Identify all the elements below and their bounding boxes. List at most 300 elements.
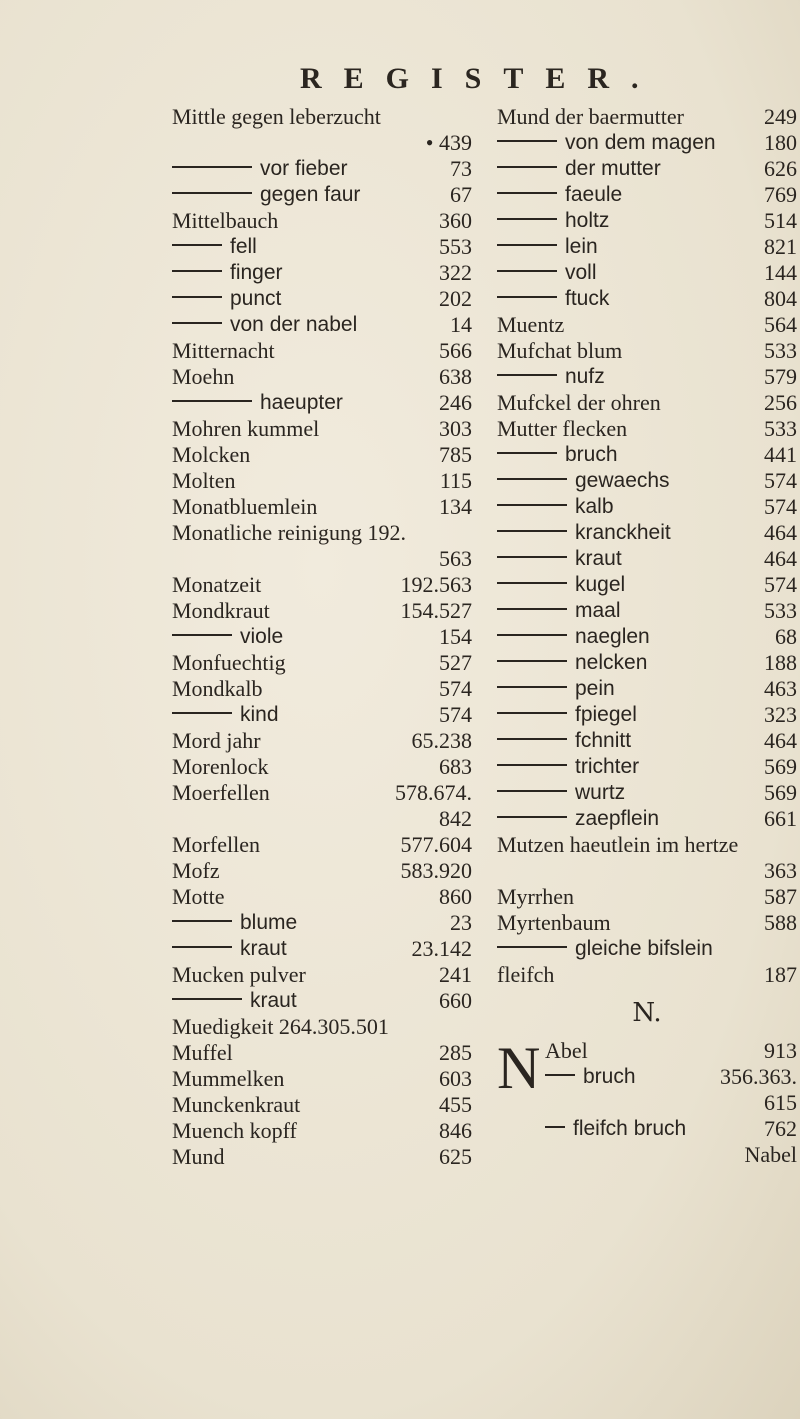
entry-text: viole	[240, 625, 284, 648]
entry-text: Mummelken	[172, 1066, 285, 1091]
ditto-dash	[497, 452, 557, 454]
ditto-dash	[172, 634, 232, 636]
entry-text: kraut	[240, 937, 287, 960]
index-entry	[172, 390, 472, 416]
entry-page-number: 626	[764, 156, 797, 181]
entry-text: Myrtenbaum	[497, 910, 611, 935]
entry-text: Muedigkeit 264.305.501	[172, 1014, 389, 1039]
entry-page-number: Nabel	[744, 1142, 797, 1167]
entry-page-number: 615	[764, 1090, 797, 1115]
index-entry	[497, 936, 797, 962]
index-entry	[497, 130, 797, 156]
entry-page-number: 463	[764, 676, 797, 701]
entry-text: fleifch bruch	[573, 1117, 687, 1140]
entry-page-number: 115	[439, 468, 472, 493]
ditto-dash	[545, 1074, 575, 1076]
entry-term	[497, 884, 574, 910]
index-entry	[545, 1064, 797, 1090]
entry-page-number: 785	[439, 442, 472, 467]
entry-term	[172, 676, 262, 702]
index-entry	[172, 754, 472, 780]
entry-text: haeupter	[260, 391, 343, 414]
entry-text: gewaechs	[575, 469, 670, 492]
entry-term	[545, 1064, 636, 1090]
entry-text: ftuck	[565, 287, 610, 310]
ditto-dash	[497, 582, 567, 584]
index-entry	[497, 234, 797, 260]
entry-term	[172, 572, 261, 598]
entry-text: kalb	[575, 495, 614, 518]
entry-page-number: 762	[764, 1116, 797, 1141]
ditto-dash	[497, 192, 557, 194]
index-entry	[497, 962, 797, 988]
index-entry	[497, 702, 797, 728]
entry-term	[497, 104, 684, 130]
entry-page-number: 533	[764, 338, 797, 363]
ditto-dash	[497, 556, 567, 558]
left-column	[172, 104, 472, 1170]
entry-term	[172, 780, 270, 806]
index-entry	[497, 728, 797, 754]
index-entry	[497, 858, 797, 884]
index-entry	[172, 624, 472, 650]
entry-term	[172, 442, 250, 468]
index-entry	[497, 416, 797, 442]
entry-text: lein	[565, 235, 598, 258]
entry-term	[497, 520, 671, 546]
ditto-dash	[545, 1126, 565, 1128]
entry-term	[172, 832, 260, 858]
entry-text: Mofz	[172, 858, 220, 883]
entry-text: Myrrhen	[497, 884, 574, 909]
ditto-dash	[497, 946, 567, 948]
entry-text: Monatzeit	[172, 572, 262, 597]
index-entry	[172, 598, 472, 624]
ditto-dash	[497, 608, 567, 610]
entry-term	[497, 208, 609, 234]
entry-page-number: 322	[439, 260, 472, 285]
entry-page-number: 842	[439, 806, 472, 831]
entry-term	[172, 650, 286, 676]
ditto-dash	[497, 166, 557, 168]
entry-text: der mutter	[565, 157, 661, 180]
entry-text: Mucken pulver	[172, 962, 306, 987]
entry-term	[172, 364, 234, 390]
index-entry	[172, 494, 472, 520]
index-entry	[172, 962, 472, 988]
entry-page-number: 661	[764, 806, 797, 831]
index-entry	[545, 1090, 797, 1116]
index-entry	[172, 884, 472, 910]
entry-page-number: 638	[439, 364, 472, 389]
entry-page-number: 533	[764, 598, 797, 623]
index-entry	[172, 546, 472, 572]
entry-page-number: 65.238	[411, 728, 472, 753]
entry-text: Moehn	[172, 364, 235, 389]
entry-term	[172, 1066, 284, 1092]
entry-text: Mufchat blum	[497, 338, 623, 363]
entry-term	[172, 962, 306, 988]
entry-text: bruch	[583, 1065, 636, 1088]
entry-page-number: 363	[764, 858, 797, 883]
entry-term	[172, 988, 297, 1014]
entry-text: gegen faur	[260, 183, 361, 206]
ditto-dash	[497, 218, 557, 220]
entry-page-number: 846	[439, 1118, 472, 1143]
entry-term	[172, 702, 279, 728]
entry-text: gleiche bifslein	[575, 937, 713, 960]
entry-term	[172, 520, 406, 546]
ditto-dash	[172, 322, 222, 324]
entry-page-number: 603	[439, 1066, 472, 1091]
entry-text: Mondkraut	[172, 598, 270, 623]
entry-page-number: 464	[764, 546, 797, 571]
entry-page-number: 569	[764, 780, 797, 805]
entry-text: trichter	[575, 755, 640, 778]
ditto-dash	[497, 816, 567, 818]
ditto-dash	[497, 244, 557, 246]
entry-term	[172, 1118, 297, 1144]
entry-text: Mutzen haeutlein im hertze	[497, 832, 739, 857]
entry-page-number: 574	[439, 676, 472, 701]
entry-text: kind	[240, 703, 279, 726]
entry-term	[172, 1092, 300, 1118]
entry-text: vor fieber	[260, 157, 348, 180]
ditto-dash	[172, 998, 242, 1000]
entry-term	[497, 806, 659, 832]
ditto-dash	[172, 192, 252, 194]
entry-text: Mittelbauch	[172, 208, 279, 233]
ditto-dash	[497, 790, 567, 792]
index-entry	[172, 442, 472, 468]
entry-term	[172, 936, 287, 962]
entry-page-number: 574	[439, 702, 472, 727]
ditto-dash	[172, 712, 232, 714]
entry-page-number: 192.563	[400, 572, 472, 597]
index-entry	[497, 338, 797, 364]
entry-term	[497, 962, 554, 988]
entry-term	[172, 624, 283, 650]
index-entry	[172, 676, 472, 702]
entry-term	[172, 1040, 233, 1066]
entry-text: bruch	[565, 443, 618, 466]
index-entry	[497, 598, 797, 624]
section-n-entries	[497, 1035, 797, 1168]
entry-page-number: 563	[439, 546, 472, 571]
index-entry	[497, 260, 797, 286]
entry-page-number: 23	[450, 910, 472, 935]
entry-term	[172, 286, 281, 312]
entry-text: fell	[230, 235, 257, 258]
entry-page-number: 187	[764, 962, 797, 987]
entry-text: Muentz	[497, 312, 565, 337]
entry-term	[172, 910, 297, 936]
entry-text: Morenlock	[172, 754, 269, 779]
entry-text: naeglen	[575, 625, 650, 648]
entry-page-number: 587	[764, 884, 797, 909]
entry-text: von dem magen	[565, 131, 716, 154]
index-entry	[497, 780, 797, 806]
ditto-dash	[497, 374, 557, 376]
entry-page-number: 804	[764, 286, 797, 311]
entry-page-number: 256	[764, 390, 797, 415]
index-entry	[172, 936, 472, 962]
index-entry	[172, 156, 472, 182]
entry-text: Mund	[172, 1144, 225, 1169]
ditto-dash	[497, 686, 567, 688]
index-entry	[545, 1038, 797, 1064]
index-entry	[497, 104, 797, 130]
entry-page-number: 564	[764, 312, 797, 337]
entry-text: finger	[230, 261, 283, 284]
entry-term	[497, 754, 639, 780]
entry-term	[172, 208, 278, 234]
entry-text: Abel	[545, 1038, 588, 1063]
entry-text: fleifch	[497, 962, 555, 987]
entry-term	[497, 156, 661, 182]
entry-text: Mondkalb	[172, 676, 263, 701]
entry-page-number: 533	[764, 416, 797, 441]
index-entry	[497, 312, 797, 338]
index-entry	[172, 1118, 472, 1144]
entry-text: Molten	[172, 468, 236, 493]
entry-term	[172, 260, 283, 286]
index-entry	[497, 520, 797, 546]
index-entry	[172, 1066, 472, 1092]
entry-page-number: 860	[439, 884, 472, 909]
ditto-dash	[497, 634, 567, 636]
entry-page-number: 202	[439, 286, 472, 311]
entry-term	[497, 130, 716, 156]
entry-term	[497, 286, 609, 312]
entry-text: zaepflein	[575, 807, 660, 830]
entry-page-number: 134	[439, 494, 472, 519]
entry-page-number: 285	[439, 1040, 472, 1065]
entry-term	[172, 338, 275, 364]
entry-term	[172, 104, 381, 130]
entry-term	[497, 260, 597, 286]
entry-page-number: • 439	[425, 130, 472, 155]
index-entry	[172, 1092, 472, 1118]
entry-page-number: 360	[439, 208, 472, 233]
index-entry	[172, 468, 472, 494]
entry-text: maal	[575, 599, 621, 622]
entry-term	[497, 312, 564, 338]
index-entry	[172, 130, 472, 156]
entry-term	[497, 910, 611, 936]
index-entry	[172, 364, 472, 390]
index-entry	[497, 442, 797, 468]
entry-term	[497, 728, 631, 754]
entry-page-number: 73	[450, 156, 472, 181]
entry-text: nufz	[565, 365, 605, 388]
ditto-dash	[497, 504, 567, 506]
entry-page-number: 323	[764, 702, 797, 727]
index-entry	[497, 546, 797, 572]
entry-page-number: 660	[439, 988, 472, 1013]
index-entry	[497, 390, 797, 416]
entry-page-number: 180	[764, 130, 797, 155]
index-entry	[497, 676, 797, 702]
ditto-dash	[497, 530, 567, 532]
entry-page-number: 67	[450, 182, 472, 207]
entry-term	[497, 494, 614, 520]
entry-page-number: 14	[450, 312, 472, 337]
index-entry	[172, 572, 472, 598]
entry-text: Mufckel der ohren	[497, 390, 661, 415]
index-entry	[545, 1142, 797, 1168]
index-entry	[172, 650, 472, 676]
entry-page-number: 455	[439, 1092, 472, 1117]
entry-page-number: 574	[764, 468, 797, 493]
entry-page-number: 574	[764, 572, 797, 597]
entry-text: Motte	[172, 884, 225, 909]
ditto-dash	[172, 920, 232, 922]
entry-page-number: 303	[439, 416, 472, 441]
entry-term	[172, 234, 257, 260]
index-entry	[172, 520, 472, 546]
entry-term	[497, 832, 738, 858]
entry-term	[172, 156, 348, 182]
right-column	[497, 104, 797, 1168]
entry-page-number: 574	[764, 494, 797, 519]
index-entry	[172, 182, 472, 208]
page-header: REGISTER.	[300, 62, 661, 95]
entry-text: blume	[240, 911, 298, 934]
index-entry	[172, 806, 472, 832]
entry-page-number: 188	[764, 650, 797, 675]
entry-term	[172, 1144, 225, 1170]
index-entry	[172, 416, 472, 442]
index-entry	[497, 364, 797, 390]
entry-text: Mohren kummel	[172, 416, 320, 441]
entry-term	[172, 728, 261, 754]
entry-text: fpiegel	[575, 703, 637, 726]
entry-term	[172, 468, 236, 494]
entry-text: Monfuechtig	[172, 650, 286, 675]
ditto-dash	[497, 764, 567, 766]
ditto-dash	[172, 244, 222, 246]
entry-term	[497, 468, 670, 494]
entry-text: pein	[575, 677, 615, 700]
entry-text: faeule	[565, 183, 623, 206]
index-entry	[497, 494, 797, 520]
index-entry	[172, 1014, 472, 1040]
index-entry	[497, 832, 797, 858]
entry-page-number: 821	[764, 234, 797, 259]
entry-text: punct	[230, 287, 282, 310]
entry-page-number: 588	[764, 910, 797, 935]
entry-text: Moerfellen	[172, 780, 270, 805]
entry-text: Molcken	[172, 442, 251, 467]
ditto-dash	[497, 478, 567, 480]
index-entry	[497, 286, 797, 312]
entry-text: fchnitt	[575, 729, 632, 752]
ditto-dash	[497, 296, 557, 298]
ditto-dash	[172, 296, 222, 298]
index-entry	[497, 884, 797, 910]
entry-term	[172, 858, 220, 884]
entry-text: Muffel	[172, 1040, 233, 1065]
index-entry	[172, 910, 472, 936]
entry-term	[497, 234, 598, 260]
entry-term	[172, 1014, 389, 1040]
entry-page-number: 569	[764, 754, 797, 779]
entry-term	[172, 416, 319, 442]
index-entry	[497, 156, 797, 182]
entry-page-number: 583.920	[400, 858, 472, 883]
entry-term	[497, 624, 650, 650]
entry-page-number: 68	[775, 624, 797, 649]
entry-text: von der nabel	[230, 313, 358, 336]
entry-page-number: 356.363.	[720, 1064, 797, 1089]
index-entry	[172, 260, 472, 286]
entry-page-number: 23.142	[411, 936, 472, 961]
entry-page-number: 527	[439, 650, 472, 675]
index-entry	[497, 468, 797, 494]
entry-text: kugel	[575, 573, 626, 596]
entry-term	[497, 598, 621, 624]
entry-text: Mord jahr	[172, 728, 261, 753]
index-entry	[172, 286, 472, 312]
index-entry	[172, 1144, 472, 1170]
ditto-dash	[497, 712, 567, 714]
index-entry	[172, 832, 472, 858]
ditto-dash	[497, 140, 557, 142]
index-entry	[172, 338, 472, 364]
entry-term	[172, 312, 357, 338]
entry-term	[497, 338, 622, 364]
entry-page-number: 553	[439, 234, 472, 259]
entry-page-number: 464	[764, 520, 797, 545]
index-entry	[172, 208, 472, 234]
index-entry	[497, 910, 797, 936]
index-entry	[545, 1116, 797, 1142]
index-entry	[497, 182, 797, 208]
entry-text: voll	[565, 261, 597, 284]
entry-page-number: 144	[764, 260, 797, 285]
entry-text: kraut	[575, 547, 622, 570]
index-entry	[172, 728, 472, 754]
ditto-dash	[172, 400, 252, 402]
entry-text: Morfellen	[172, 832, 260, 857]
entry-term	[497, 442, 618, 468]
entry-term	[497, 416, 627, 442]
ditto-dash	[497, 738, 567, 740]
entry-term	[497, 390, 661, 416]
index-entry	[497, 624, 797, 650]
entry-page-number: 241	[439, 962, 472, 987]
entry-text: Monatbluemlein	[172, 494, 318, 519]
entry-text: kranckheit	[575, 521, 671, 544]
index-entry	[172, 780, 472, 806]
entry-page-number: 154.527	[400, 598, 472, 623]
entry-text: Mund der baermutter	[497, 104, 684, 129]
entry-text: Muench kopff	[172, 1118, 297, 1143]
ditto-dash	[172, 166, 252, 168]
entry-term	[172, 390, 343, 416]
entry-term	[545, 1038, 588, 1064]
index-entry	[497, 806, 797, 832]
index-entry	[497, 208, 797, 234]
entry-page-number: 683	[439, 754, 472, 779]
entry-text: Mutter flecken	[497, 416, 628, 441]
entry-page-number: 769	[764, 182, 797, 207]
index-entry	[172, 234, 472, 260]
entry-page-number: 577.604	[400, 832, 472, 857]
entry-term	[497, 702, 637, 728]
entry-term	[497, 780, 625, 806]
